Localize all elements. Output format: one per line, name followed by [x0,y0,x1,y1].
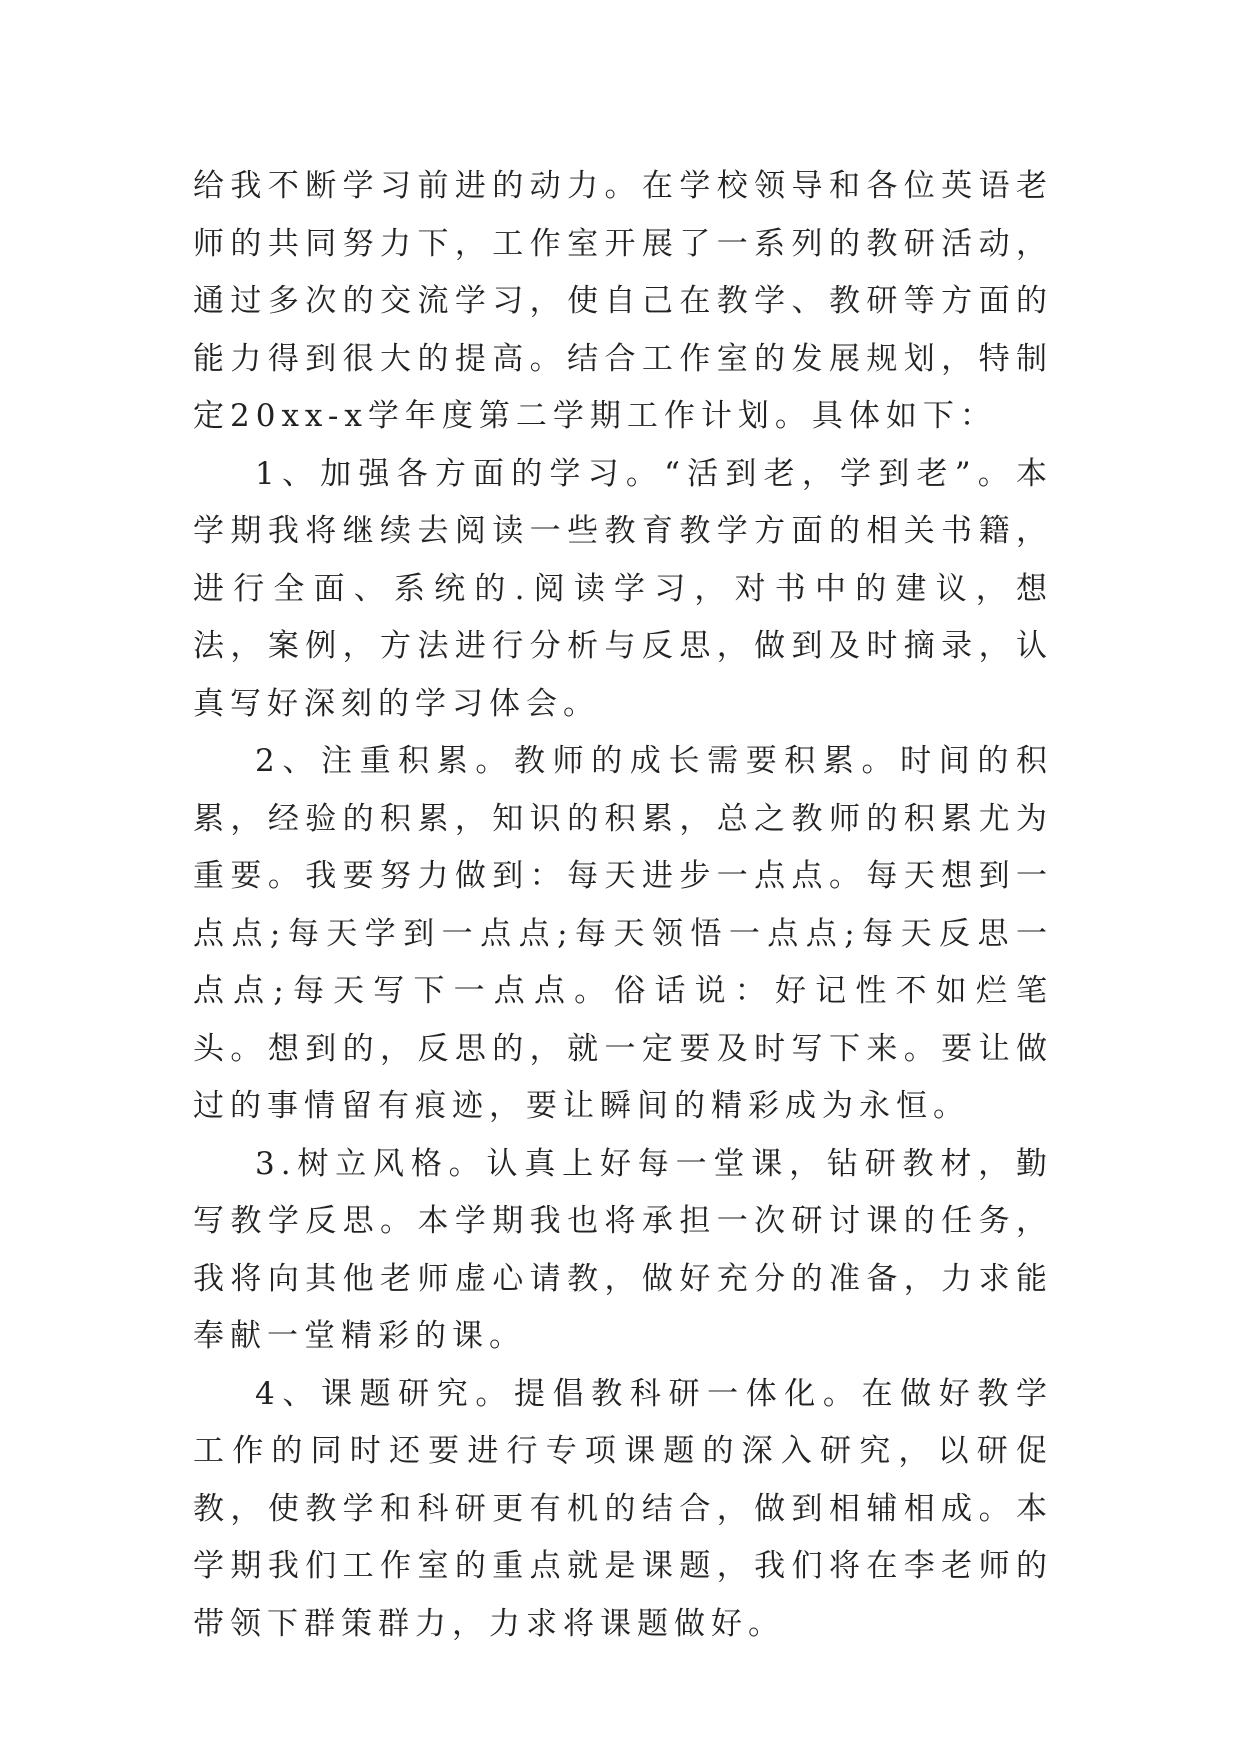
paragraph-item-4: 4、课题研究。提倡教科研一体化。在做好教学工作的同时还要进行专项课题的深入研究，以研促教，使教学和科研更有机的结合，做到相辅相成。本学期我们工作室的重点就是课题，我们将在李老师的带领下群策群力，力求将课题做好。 [193,1375,1053,1642]
body-text [193,158,1053,1653]
paragraph-item-1: 1、加强各方面的学习。“活到老，学到老”。本学期我将继续去阅读一些教育教学方面的相关书籍，进行全面、系统的.阅读学习，对书中的建议，想法，案例，方法进行分析与反思，做到及时摘录，认真写好深刻的学习体会。 [193,455,1053,722]
paragraph-item-3: 3.树立风格。认真上好每一堂课，钻研教材，勤写教学反思。本学期我也将承担一次研讨课的任务，我将向其他老师虚心请教，做好充分的准备，力求能奉献一堂精彩的课。 [193,1145,1053,1354]
paragraph-item-2: 2、注重积累。教师的成长需要积累。时间的积累，经验的积累，知识的积累，总之教师的积累尤为重要。我要努力做到：每天进步一点点。每天想到一点点;每天学到一点点;每天领悟一点点;每天反思一点点;每天写下一点点。俗话说：好记性不如烂笔头。想到的，反思的，就一定要及时写下来。要让做过的事情留有痕迹，要让瞬间的精彩成为永恒。 [193,743,1053,1124]
paragraph-intro: 给我不断学习前进的动力。在学校领导和各位英语老师的共同努力下，工作室开展了一系列的教研活动，通过多次的交流学习，使自己在教学、教研等方面的能力得到很大的提高。结合工作室的发展规划，特制定20xx-x学年度第二学期工作计划。具体如下： [193,168,1053,434]
